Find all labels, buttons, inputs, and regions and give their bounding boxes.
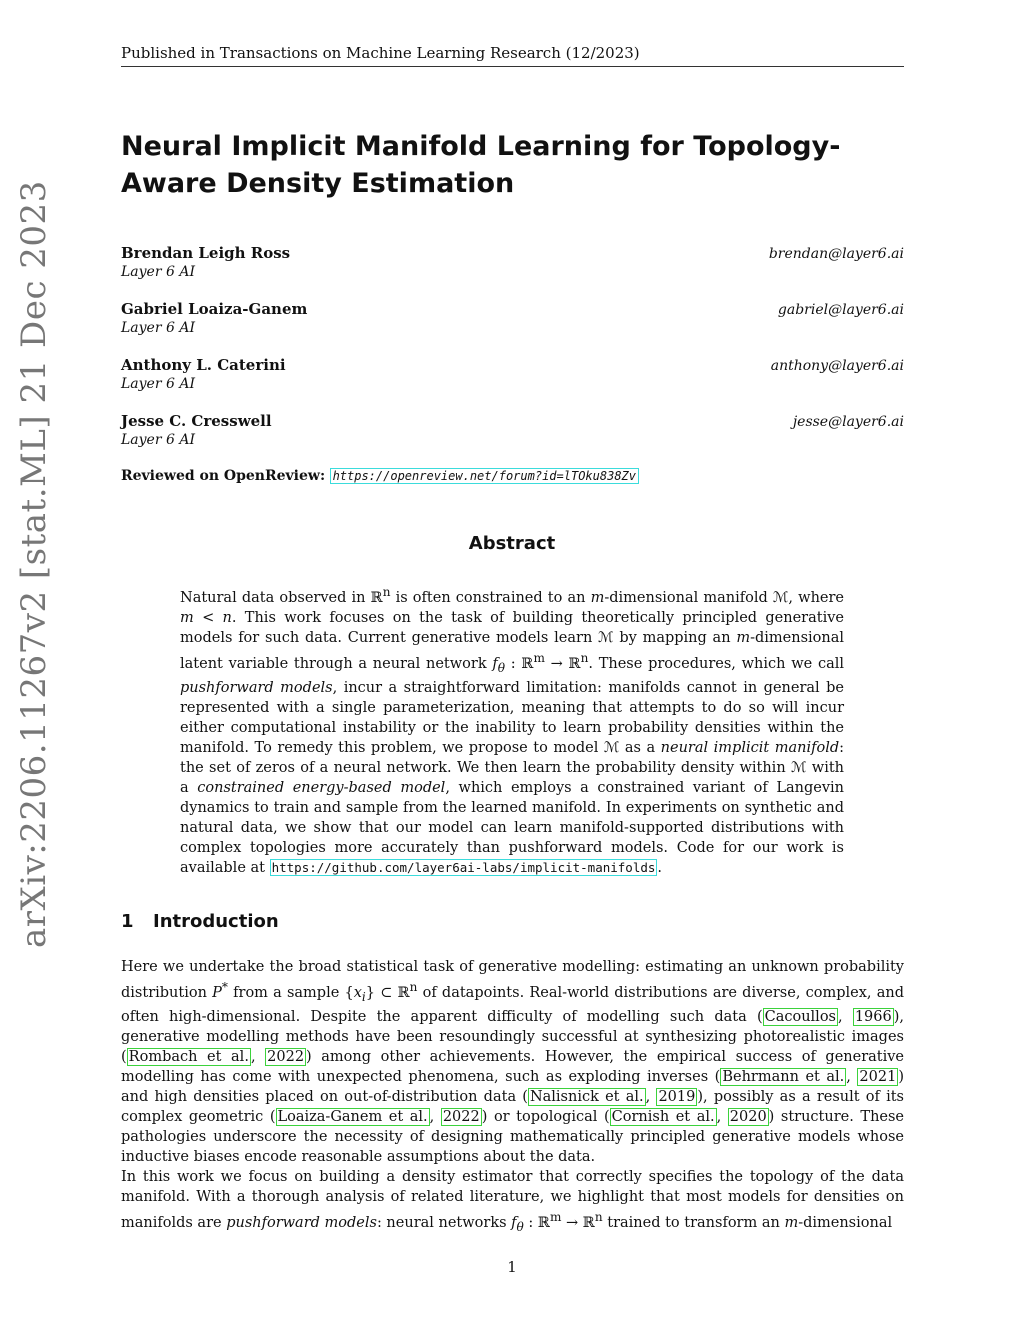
author-name: Brendan Leigh Ross xyxy=(121,244,291,262)
header-rule xyxy=(121,66,904,67)
author-block xyxy=(121,244,904,284)
running-header: Published in Transactions on Machine Learning Research (12/2023) xyxy=(121,44,640,62)
author-email[interactable]: gabriel@layer6.ai xyxy=(777,302,904,318)
author-affiliation: Layer 6 AI xyxy=(121,264,195,280)
author-email[interactable]: anthony@layer6.ai xyxy=(770,358,904,374)
section-title: Introduction xyxy=(153,911,279,932)
author-name: Anthony L. Caterini xyxy=(121,356,286,374)
author-affiliation: Layer 6 AI xyxy=(121,320,195,336)
abstract-heading: Abstract xyxy=(468,533,556,554)
intro-paragraph-1: Here we undertake the broad statistical task of generative modelling: estimating an unknown probability distribution P* from a sample $\{x_i\}$ ⊂ ℝ$^n$ of datapoints. Real-world distributions are diverse, complex, and often high-dimensional. Despite the apparent difficulty of modelling such data ( Cacoullos , 1966 ), generative modelling methods have been resoundingly successful at synthesizing photorealistic images ( Rombach et al. , 2022 ) among other achievements. However, the empirical success of generative modelling has come with unexpected phenomena, such as exploding inverses ( Behrmann et al. , 2021 ) and high densities placed on out-of-distribution data ( Nalisnick et al. , 2019 ), possibly as a result of its complex geometric ( Loaiza-Ganem et al. , 2022 ) or topological ( Cornish et al. , 2020 ) structure. These pathologies underscore the necessity of designing mathematically principled generative models whose inductive biases encode reasonable assumptions about the data. xyxy=(121,959,905,1165)
arxiv-stamp: arXiv:2206.11267v2 [stat.ML] 21 Dec 2023 xyxy=(14,180,54,948)
author-block xyxy=(121,412,904,452)
author-name: Gabriel Loaiza-Ganem xyxy=(121,300,308,318)
intro-paragraph-2: In this work we focus on building a density estimator that correctly specifies the topology of the data manifold. With a thorough analysis of related literature, we highlight that most models for densities on manifolds are pushforward models: neural networks $f_\theta$ : ℝ$^m$ → ℝ$^n$ trained to transform an m-dimensional xyxy=(121,1169,904,1234)
code-link[interactable]: https://github.com/layer6ai-labs/implicit-manifolds xyxy=(271,859,656,875)
openreview-link[interactable]: https://openreview.net/forum?id=lTOku838Zv xyxy=(330,468,639,484)
author-block xyxy=(121,300,904,340)
author-block xyxy=(121,356,904,396)
author-affiliation: Layer 6 AI xyxy=(121,376,195,392)
author-email[interactable]: brendan@layer6.ai xyxy=(768,246,904,262)
reviewed-label: Reviewed on OpenReview: xyxy=(121,468,326,484)
page-number: 1 xyxy=(507,1258,517,1276)
section-number: 1 xyxy=(121,911,134,932)
reviewed-line xyxy=(121,468,639,484)
paper-title: Neural Implicit Manifold Learning for Topology-Aware Density Estimation xyxy=(121,131,841,199)
section-heading xyxy=(121,911,279,932)
author-email[interactable]: jesse@layer6.ai xyxy=(792,414,904,430)
author-affiliation: Layer 6 AI xyxy=(121,432,195,448)
abstract-body: Natural data observed in ℝ$^n$ is often constrained to an m-dimensional manifold ℳ, where m < n. This work focuses on the task of building theoretically principled generative models for such data. Current generative models learn ℳ by mapping an m-dimensional latent variable through a neural network $f_\theta$ : ℝ$^m$ → ℝ$^n$. These procedures, which we call pushforward models, incur a straightforward limitation: manifolds cannot in general be represented with a single parameterization, meaning that attempts to do so will incur either computational instability or the inability to learn probability densities within the manifold. To remedy this problem, we propose to model ℳ as a neural implicit manifold: the set of zeros of a neural network. We then learn the probability density within ℳ with a constrained energy-based model, which employs a constrained variant of Langevin dynamics to train and sample from the learned manifold. In experiments on synthetic and natural data, we show that our model can learn manifold-supported distributions with complex topologies more accurately than pushforward models. Code for our work is available at https://github.com/layer6ai-labs/implicit-manifolds . xyxy=(180,585,845,876)
author-name: Jesse C. Cresswell xyxy=(121,412,272,430)
